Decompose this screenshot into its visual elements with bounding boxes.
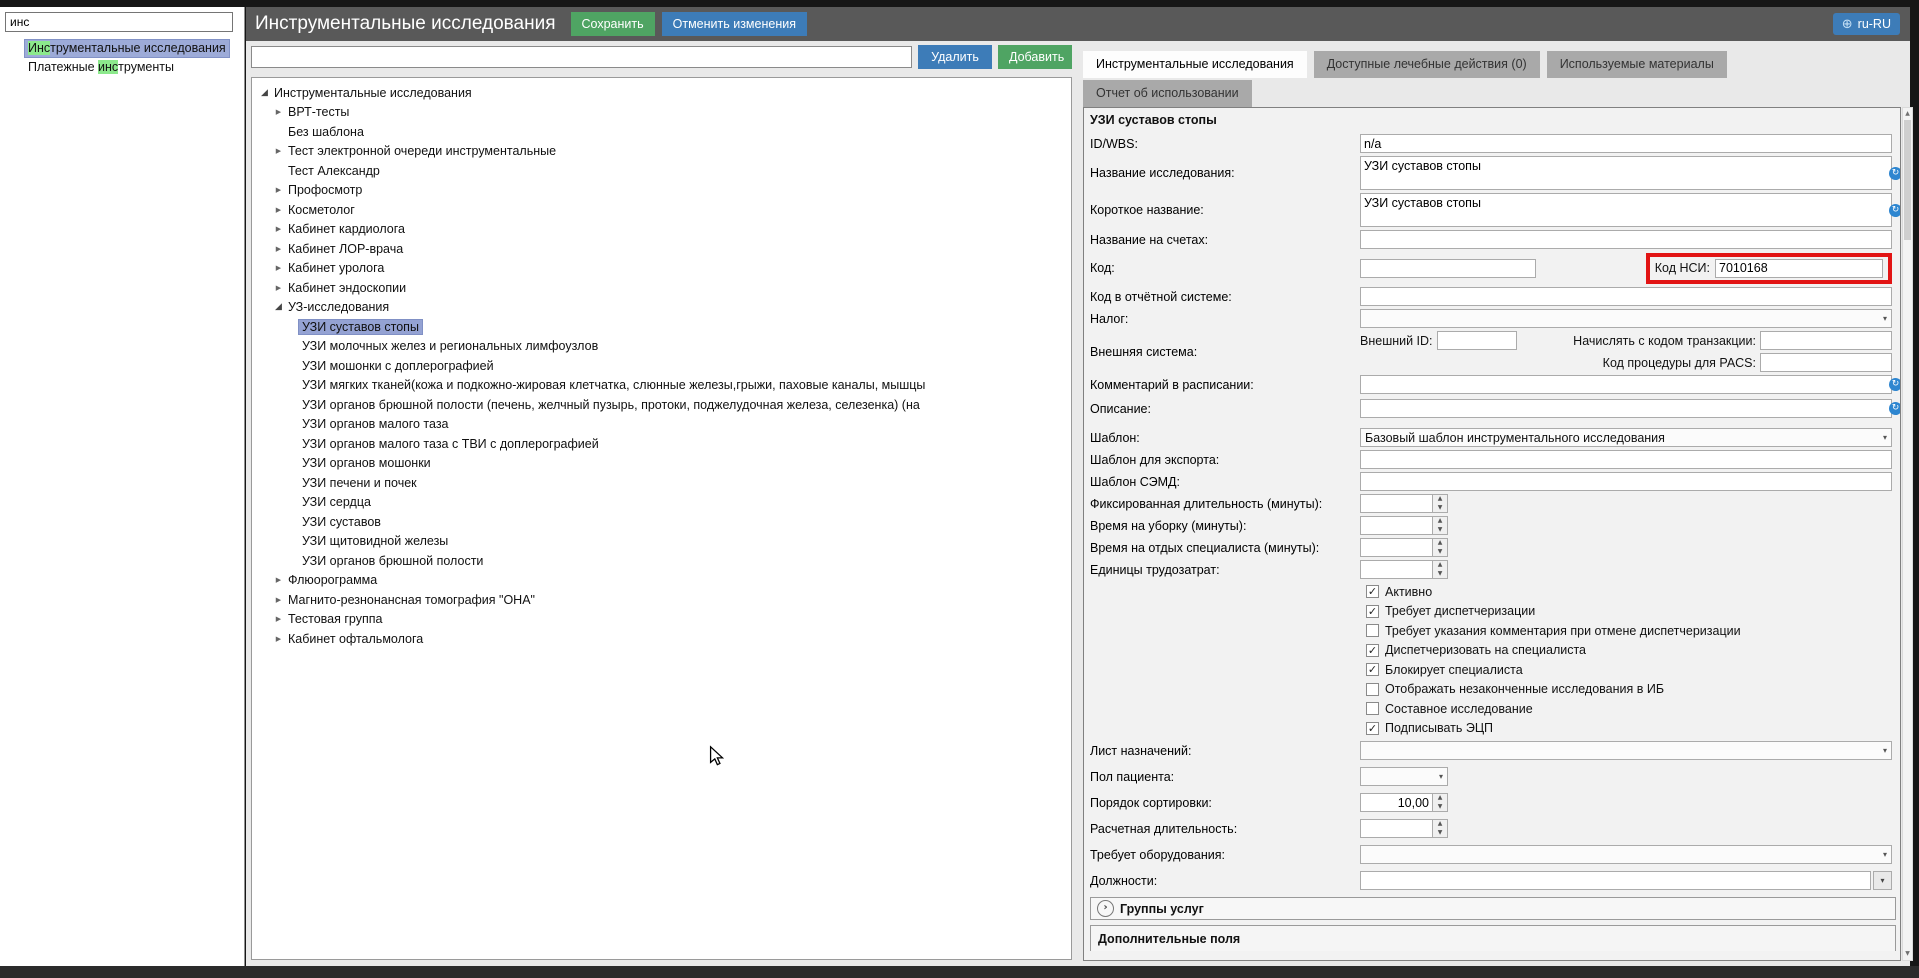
form-scrollbar[interactable]	[1902, 107, 1913, 961]
sidebar-row	[0, 39, 244, 58]
tree-item[interactable]	[252, 298, 1071, 318]
tree-item[interactable]	[252, 610, 1071, 630]
checkbox-label: Блокирует специалиста	[1385, 662, 1523, 677]
tree-item-label: УЗИ мошонки с доплерографией	[302, 358, 494, 373]
nsi-code-annotation-box	[1646, 253, 1892, 284]
tree-item[interactable]	[252, 629, 1071, 649]
field-label: Должности:	[1090, 873, 1158, 888]
tree-collapsed-icon[interactable]: ▶	[275, 205, 282, 214]
form-row	[1090, 845, 1900, 864]
tree-item[interactable]	[252, 454, 1071, 474]
tree-item-label: Без шаблона	[288, 124, 364, 139]
tree-item-label: Кабинет офтальмолога	[288, 631, 424, 646]
tree-item[interactable]	[252, 317, 1071, 337]
field-label: Шаблон СЭМД:	[1090, 474, 1180, 489]
tree-item-label: УЗИ органов мошонки	[302, 456, 431, 471]
spin-down-icon[interactable]: ▼	[1437, 503, 1443, 511]
labor-units-input[interactable]	[1360, 560, 1433, 579]
form-row	[1090, 793, 1900, 812]
form-row	[1090, 741, 1900, 760]
checkbox-row	[1366, 680, 1900, 700]
rest-time-input[interactable]	[1360, 538, 1433, 557]
field-label: Код НСИ:	[1654, 261, 1710, 275]
checkbox[interactable]: ✓	[1367, 604, 1378, 618]
cleaning-time-spinner	[1360, 516, 1448, 535]
tree-item[interactable]	[252, 103, 1071, 123]
form-row	[1090, 767, 1900, 786]
form-row	[1090, 230, 1900, 249]
form-row	[1090, 538, 1900, 557]
field-label: Шаблон:	[1090, 430, 1140, 445]
field-label: Код:	[1090, 261, 1115, 275]
positions-input[interactable]	[1360, 871, 1871, 890]
form-row	[1090, 450, 1900, 469]
caret-down-icon: ▾	[1882, 433, 1887, 442]
page-title: Инструментальные исследования	[255, 13, 556, 34]
spin-up-icon[interactable]: ▲	[1437, 794, 1443, 801]
refresh-icon[interactable]: ↻	[1889, 378, 1901, 391]
tree-item[interactable]	[252, 161, 1071, 181]
expander-chevron-icon[interactable]: ›	[1097, 900, 1114, 917]
service-groups-expander[interactable]	[1090, 897, 1896, 920]
caret-down-icon: ▾	[1882, 314, 1887, 323]
form-row	[1090, 871, 1900, 890]
tree-item-label: УЗИ суставов	[302, 514, 381, 529]
checkbox-label: Требует диспетчеризации	[1385, 604, 1536, 619]
caret-down-icon: ▾	[1438, 772, 1443, 781]
tree-item-label: УЗ-исследования	[288, 300, 390, 315]
language-badge-label: ru-RU	[1857, 17, 1891, 31]
save-button[interactable]: Сохранить	[571, 12, 655, 36]
tree-item[interactable]	[252, 434, 1071, 454]
equipment-dropdown[interactable]	[1360, 845, 1892, 864]
field-label: Комментарий в расписании:	[1090, 377, 1254, 392]
id-wbs-input[interactable]	[1360, 134, 1892, 153]
tree-item[interactable]	[252, 122, 1071, 142]
report-code-input[interactable]	[1360, 287, 1892, 306]
tree-item-label: УЗИ органов малого таза с ТВИ с доплерографией	[302, 436, 599, 451]
tree-item[interactable]	[252, 473, 1071, 493]
form-row	[1090, 309, 1900, 328]
spin-up-icon[interactable]: ▲	[1437, 539, 1443, 546]
field-label: Шаблон для экспорта:	[1090, 452, 1220, 467]
form-row	[1090, 516, 1900, 535]
spin-down-icon[interactable]: ▼	[1437, 569, 1443, 577]
invoice-name-input[interactable]	[1360, 230, 1892, 249]
field-label: Описание:	[1090, 401, 1151, 416]
caret-down-icon: ▾	[1882, 746, 1887, 755]
template-value: Базовый шаблон инструментального исследования	[1365, 430, 1665, 445]
tree-item[interactable]	[252, 415, 1071, 435]
positions-dropdown-button[interactable]: ▾	[1873, 871, 1892, 890]
options-checkbox-group	[1366, 582, 1900, 738]
tree-expanded-icon[interactable]: ◢	[275, 302, 282, 313]
tree-item[interactable]	[252, 337, 1071, 357]
content-area	[246, 41, 1910, 966]
field-label: Требует оборудования:	[1090, 847, 1225, 862]
code-row	[1090, 252, 1900, 284]
tree-item[interactable]	[252, 493, 1071, 513]
cleaning-time-input[interactable]	[1360, 516, 1433, 535]
checkbox-row	[1366, 699, 1900, 719]
tree-item-label: Тест электронной очереди инструментальные	[288, 144, 557, 159]
taskbar-strip	[0, 966, 1919, 978]
tree-item-label: УЗИ органов малого таза	[302, 417, 449, 432]
tree-item[interactable]	[252, 512, 1071, 532]
tree-item-label: Кабинет ЛОР-врача	[288, 241, 404, 256]
tree-item-label: УЗИ молочных желез и региональных лимфоузлов	[302, 339, 599, 354]
spin-down-icon[interactable]: ▼	[1437, 525, 1443, 533]
checkbox[interactable]: ✓	[1367, 721, 1378, 735]
sidebar-item[interactable]: Инструментальные исследования	[25, 40, 229, 57]
semd-template-input[interactable]	[1360, 472, 1892, 491]
form-title: УЗИ суставов стопы	[1090, 113, 1217, 127]
tree-collapsed-icon[interactable]: ▶	[275, 147, 282, 156]
tree-item[interactable]	[252, 356, 1071, 376]
tree-collapsed-icon[interactable]: ▶	[275, 615, 282, 624]
form-row	[1090, 560, 1900, 579]
form-row	[1090, 134, 1900, 153]
pacs-code-input[interactable]	[1760, 353, 1892, 372]
tree-item[interactable]	[252, 395, 1071, 415]
search-input[interactable]	[5, 12, 233, 32]
tree-item-label: Тест Александр	[288, 163, 380, 178]
checkbox[interactable]	[1366, 702, 1379, 715]
estimated-duration-spinner	[1360, 819, 1448, 838]
checkbox-row	[1366, 602, 1900, 622]
tree-filter-input[interactable]	[251, 46, 912, 68]
language-badge[interactable]	[1833, 13, 1900, 35]
caret-down-icon: ▾	[1882, 850, 1887, 859]
form-row	[1090, 156, 1900, 190]
checkbox-row	[1366, 719, 1900, 739]
additional-fields-section	[1090, 925, 1896, 951]
tree-collapsed-icon[interactable]: ▶	[275, 576, 282, 585]
refresh-icon[interactable]: ↻	[1889, 167, 1901, 180]
spin-up-icon[interactable]: ▲	[1437, 495, 1443, 502]
tree-item[interactable]	[252, 278, 1071, 298]
checkbox-label: Составное исследование	[1385, 701, 1533, 716]
field-label: Начислять с кодом транзакции:	[1573, 333, 1756, 348]
field-label: Расчетная длительность:	[1090, 821, 1238, 836]
checkbox-label: Диспетчеризовать на специалиста	[1385, 643, 1587, 658]
study-form	[1083, 107, 1901, 961]
tree-collapsed-icon[interactable]: ▶	[275, 634, 282, 643]
tree-item[interactable]	[252, 259, 1071, 279]
field-label: Название исследования:	[1090, 166, 1235, 180]
tree-collapsed-icon[interactable]: ▶	[275, 108, 282, 117]
checkbox-label: Отображать незаконченные исследования в ИБ	[1385, 682, 1665, 697]
refresh-icon[interactable]: ↻	[1889, 402, 1901, 415]
service-groups-label: Группы услуг	[1120, 901, 1204, 916]
checkbox[interactable]: ✓	[1367, 585, 1378, 599]
field-label: Внешний ID:	[1360, 333, 1433, 348]
checkbox[interactable]	[1366, 683, 1379, 696]
field-label: Фиксированная длительность (минуты):	[1090, 496, 1323, 511]
tree-item-label: УЗИ печени и почек	[302, 475, 417, 490]
tree-collapsed-icon[interactable]: ▶	[275, 595, 282, 604]
tree-item-label: Кабинет уролога	[288, 261, 385, 276]
spin-up-icon[interactable]: ▲	[1437, 517, 1443, 524]
tab-available-treatment-actions[interactable]: Доступные лечебные действия (0)	[1314, 51, 1540, 78]
tree-item-label: УЗИ сердца	[302, 495, 371, 510]
template-dropdown[interactable]	[1360, 428, 1892, 447]
sidebar-row	[0, 58, 244, 77]
tab-used-materials[interactable]: Используемые материалы	[1547, 51, 1727, 78]
tree-collapsed-icon[interactable]: ▶	[275, 225, 282, 234]
tab-usage-report[interactable]: Отчет об использовании	[1083, 80, 1252, 107]
tree-item-label: УЗИ щитовидной железы	[302, 534, 449, 549]
transaction-code-input[interactable]	[1760, 331, 1892, 350]
tree-item[interactable]	[252, 590, 1071, 610]
prescription-list-dropdown[interactable]	[1360, 741, 1892, 760]
tree-item-label: Кабинет эндоскопии	[288, 280, 407, 295]
checkbox-label: Активно	[1385, 584, 1433, 599]
field-label: Внешняя система:	[1090, 344, 1198, 359]
short-name-textarea[interactable]	[1360, 193, 1892, 227]
tax-dropdown[interactable]	[1360, 309, 1892, 328]
tree-item-label: УЗИ органов брюшной полости (печень, желчный пузырь, протоки, поджелудочная железа, селезенка) (на	[302, 397, 920, 412]
field-label: Порядок сортировки:	[1090, 795, 1212, 810]
estimated-duration-input[interactable]	[1360, 819, 1433, 838]
tree-item[interactable]	[252, 551, 1071, 571]
sort-order-input[interactable]	[1360, 793, 1433, 812]
spin-down-icon[interactable]: ▼	[1437, 802, 1443, 810]
search-match-highlight: инс	[98, 60, 119, 74]
tree-collapsed-icon[interactable]: ▶	[275, 264, 282, 273]
tree-item-label: Магнито-резнонансная томография "ОНА"	[288, 592, 535, 607]
nsi-code-input[interactable]	[1715, 259, 1883, 278]
field-label: Код в отчётной системе:	[1090, 289, 1232, 304]
checkbox-row	[1366, 660, 1900, 680]
tree-item[interactable]	[252, 239, 1071, 259]
form-row	[1090, 819, 1900, 838]
tree-collapsed-icon[interactable]: ▶	[275, 186, 282, 195]
spin-down-icon[interactable]: ▼	[1437, 547, 1443, 555]
tab-bar-row1	[1083, 51, 1727, 78]
tree-collapsed-icon[interactable]: ▶	[275, 283, 282, 292]
field-label: Время на уборку (минуты):	[1090, 518, 1247, 533]
sidebar	[0, 7, 245, 966]
tree-expanded-icon[interactable]: ◢	[261, 87, 268, 98]
tree-item-label: ВРТ-тесты	[288, 105, 350, 120]
field-label: Короткое название:	[1090, 203, 1204, 217]
form-row	[1090, 428, 1900, 447]
fixed-duration-spinner	[1360, 494, 1448, 513]
delete-button[interactable]: Удалить	[918, 45, 992, 69]
checkbox-label: Требует указания комментария при отмене диспетчеризации	[1385, 623, 1741, 638]
code-input[interactable]	[1360, 259, 1536, 278]
form-row	[1090, 494, 1900, 513]
tree-item-label: УЗИ мягких тканей(кожа и подкожно-жировая клетчатка, слюнные железы,грыжи, паховые каналы, мышцы	[302, 378, 926, 393]
field-label: Лист назначений:	[1090, 743, 1192, 758]
tree-item[interactable]	[252, 220, 1071, 240]
tree-item-label: Флюорограмма	[288, 573, 378, 588]
tree-item[interactable]	[252, 83, 1071, 103]
checkbox[interactable]	[1366, 624, 1379, 637]
form-row	[1090, 375, 1900, 394]
tree-collapsed-icon[interactable]: ▶	[275, 244, 282, 253]
checkbox[interactable]: ✓	[1367, 663, 1378, 677]
checkbox[interactable]: ✓	[1367, 643, 1378, 657]
header-bar	[246, 7, 1910, 41]
scroll-up-icon[interactable]: ▲	[1905, 110, 1910, 117]
tab-instrumental-studies[interactable]: Инструментальные исследования	[1083, 51, 1307, 78]
external-system-row	[1090, 331, 1900, 372]
external-id-input[interactable]	[1437, 331, 1517, 350]
field-label: Название на счетах:	[1090, 232, 1209, 247]
patient-sex-dropdown[interactable]	[1360, 767, 1448, 786]
form-row	[1090, 287, 1900, 306]
field-label: ID/WBS:	[1090, 136, 1138, 151]
search-match-highlight: Инс	[28, 41, 51, 55]
refresh-icon[interactable]: ↻	[1889, 204, 1901, 217]
spin-up-icon[interactable]: ▲	[1437, 561, 1443, 568]
spin-down-icon[interactable]: ▼	[1437, 828, 1443, 836]
tree-item-label: Профосмотр	[288, 183, 363, 198]
sidebar-list	[0, 39, 244, 77]
tree-item-label: Тестовая группа	[288, 612, 383, 627]
field-label: Единицы трудозатрат:	[1090, 562, 1220, 577]
tree-item[interactable]	[252, 142, 1071, 162]
studies-tree	[251, 77, 1072, 960]
rest-time-spinner	[1360, 538, 1448, 557]
scroll-down-icon[interactable]: ▼	[1905, 950, 1910, 957]
form-row	[1090, 399, 1900, 418]
additional-fields-label: Дополнительные поля	[1098, 931, 1241, 946]
labor-units-spinner	[1360, 560, 1448, 579]
form-row	[1090, 472, 1900, 491]
add-button[interactable]: Добавить	[998, 45, 1072, 69]
field-label: Время на отдых специалиста (минуты):	[1090, 540, 1320, 555]
form-row	[1090, 193, 1900, 227]
field-label: Налог:	[1090, 311, 1129, 326]
description-input[interactable]	[1360, 399, 1892, 418]
globe-icon: ⊕	[1841, 16, 1853, 32]
tree-item[interactable]	[252, 571, 1071, 591]
tree-item-label: УЗИ суставов стопы	[299, 320, 422, 334]
checkbox-row	[1366, 582, 1900, 602]
tree-item-label: Кабинет кардиолога	[288, 222, 405, 237]
sidebar-item[interactable]: Платежные инструменты	[28, 60, 174, 74]
schedule-comment-input[interactable]	[1360, 375, 1892, 394]
checkbox-row	[1366, 621, 1900, 641]
tree-item[interactable]	[252, 181, 1071, 201]
cancel-changes-button[interactable]: Отменить изменения	[662, 12, 807, 36]
right-panel	[1077, 41, 1910, 966]
tab-bar-row2	[1083, 80, 1252, 107]
export-template-input[interactable]	[1360, 450, 1892, 469]
field-label: Пол пациента:	[1090, 769, 1175, 784]
tree-item[interactable]	[252, 376, 1071, 396]
field-label: Код процедуры для PACS:	[1602, 355, 1756, 370]
tree-item[interactable]	[252, 532, 1071, 552]
fixed-duration-input[interactable]	[1360, 494, 1433, 513]
tree-item[interactable]	[252, 200, 1071, 220]
study-name-textarea[interactable]	[1360, 156, 1892, 190]
scrollbar-thumb[interactable]	[1904, 120, 1911, 240]
spin-up-icon[interactable]: ▲	[1437, 820, 1443, 827]
tree-item-label: Инструментальные исследования	[274, 85, 472, 100]
tree-item-label: УЗИ органов брюшной полости	[302, 553, 484, 568]
checkbox-row	[1366, 641, 1900, 661]
sort-order-spinner	[1360, 793, 1448, 812]
tree-item-label: Косметолог	[288, 202, 355, 217]
checkbox-label: Подписывать ЭЦП	[1385, 721, 1494, 736]
